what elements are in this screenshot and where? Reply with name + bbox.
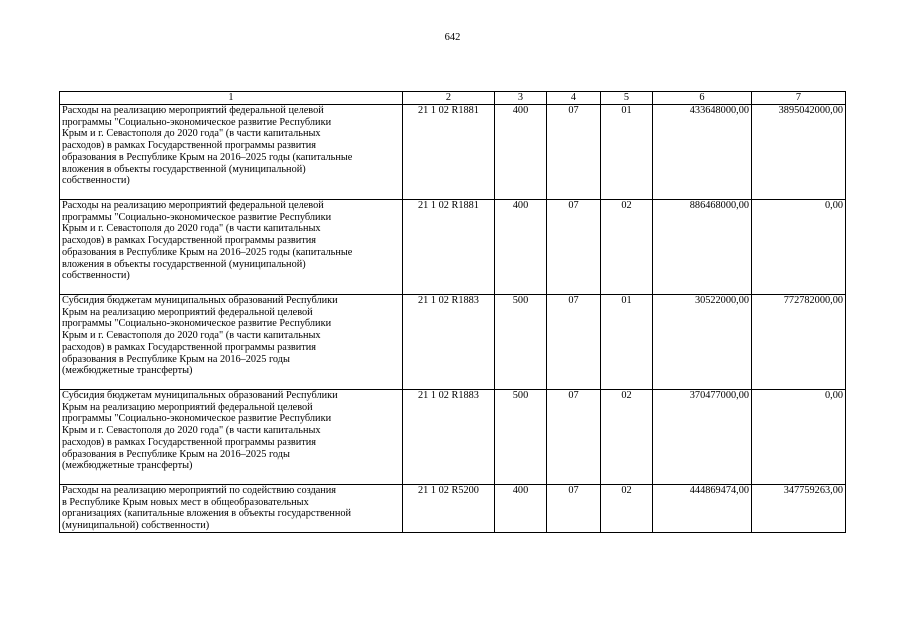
amount-cell-col7: 347759263,00 bbox=[752, 485, 846, 533]
subsection-cell: 02 bbox=[601, 390, 653, 485]
header-cell: 7 bbox=[752, 92, 846, 105]
header-cell: 1 bbox=[60, 92, 403, 105]
subsection-cell: 02 bbox=[601, 200, 653, 295]
section-cell: 07 bbox=[547, 200, 601, 295]
subsection-cell: 01 bbox=[601, 295, 653, 390]
amount-cell-col7: 0,00 bbox=[752, 390, 846, 485]
expense-type-cell: 500 bbox=[495, 295, 547, 390]
amount-cell-col6: 30522000,00 bbox=[653, 295, 752, 390]
target-article-cell: 21 1 02 R5200 bbox=[403, 485, 495, 533]
target-article-cell: 21 1 02 R1881 bbox=[403, 105, 495, 200]
description-cell: Расходы на реализацию мероприятий федеральной целевой программы "Социально-экономическое развитие Республики Крым и г. Севастополя до 2020 года" (в части капитальных расходов) в рамках Государственной программы развития образования в Республике Крым на 2016–2025 годы (капитальные вложения в объекты государственной (муниципальной) собственности) bbox=[60, 200, 403, 295]
amount-cell-col6: 444869474,00 bbox=[653, 485, 752, 533]
section-cell: 07 bbox=[547, 485, 601, 533]
expense-type-cell: 400 bbox=[495, 105, 547, 200]
amount-cell-col7: 772782000,00 bbox=[752, 295, 846, 390]
description-cell: Субсидия бюджетам муниципальных образований Республики Крым на реализацию мероприятий федеральной целевой программы "Социально-экономическое развитие Республики Крым и г. Севастополя до 2020 года" (в части капитальных расходов) в рамках Государственной программы развития образования в Республике Крым на 2016–2025 годы (межбюджетные трансферты) bbox=[60, 390, 403, 485]
amount-cell-col6: 370477000,00 bbox=[653, 390, 752, 485]
table-row bbox=[60, 200, 846, 295]
target-article-cell: 21 1 02 R1883 bbox=[403, 295, 495, 390]
header-cell: 6 bbox=[653, 92, 752, 105]
section-cell: 07 bbox=[547, 390, 601, 485]
expense-type-cell: 400 bbox=[495, 200, 547, 295]
header-cell: 4 bbox=[547, 92, 601, 105]
section-cell: 07 bbox=[547, 295, 601, 390]
subsection-cell: 02 bbox=[601, 485, 653, 533]
expense-type-cell: 400 bbox=[495, 485, 547, 533]
budget-table bbox=[59, 91, 846, 533]
amount-cell-col7: 0,00 bbox=[752, 200, 846, 295]
amount-cell-col7: 3895042000,00 bbox=[752, 105, 846, 200]
expense-type-cell: 500 bbox=[495, 390, 547, 485]
table-row bbox=[60, 105, 846, 200]
section-cell: 07 bbox=[547, 105, 601, 200]
header-cell: 3 bbox=[495, 92, 547, 105]
description-cell: Расходы на реализацию мероприятий по содействию создания в Республике Крым новых мест в общеобразовательных организациях (капитальные вложения в объекты государственной (муниципальной) собственности) bbox=[60, 485, 403, 533]
target-article-cell: 21 1 02 R1881 bbox=[403, 200, 495, 295]
header-row bbox=[60, 92, 846, 105]
header-cell: 2 bbox=[403, 92, 495, 105]
table-row bbox=[60, 485, 846, 533]
page-number: 642 bbox=[444, 32, 461, 43]
subsection-cell: 01 bbox=[601, 105, 653, 200]
amount-cell-col6: 433648000,00 bbox=[653, 105, 752, 200]
header-cell: 5 bbox=[601, 92, 653, 105]
amount-cell-col6: 886468000,00 bbox=[653, 200, 752, 295]
table-row bbox=[60, 295, 846, 390]
description-cell: Расходы на реализацию мероприятий федеральной целевой программы "Социально-экономическое развитие Республики Крым и г. Севастополя до 2020 года" (в части капитальных расходов) в рамках Государственной программы развития образования в Республике Крым на 2016–2025 годы (капитальные вложения в объекты государственной (муниципальной) собственности) bbox=[60, 105, 403, 200]
target-article-cell: 21 1 02 R1883 bbox=[403, 390, 495, 485]
description-cell: Субсидия бюджетам муниципальных образований Республики Крым на реализацию мероприятий федеральной целевой программы "Социально-экономическое развитие Республики Крым и г. Севастополя до 2020 года" (в части капитальных расходов) в рамках Государственной программы развития образования в Республике Крым на 2016–2025 годы (межбюджетные трансферты) bbox=[60, 295, 403, 390]
table-row bbox=[60, 390, 846, 485]
